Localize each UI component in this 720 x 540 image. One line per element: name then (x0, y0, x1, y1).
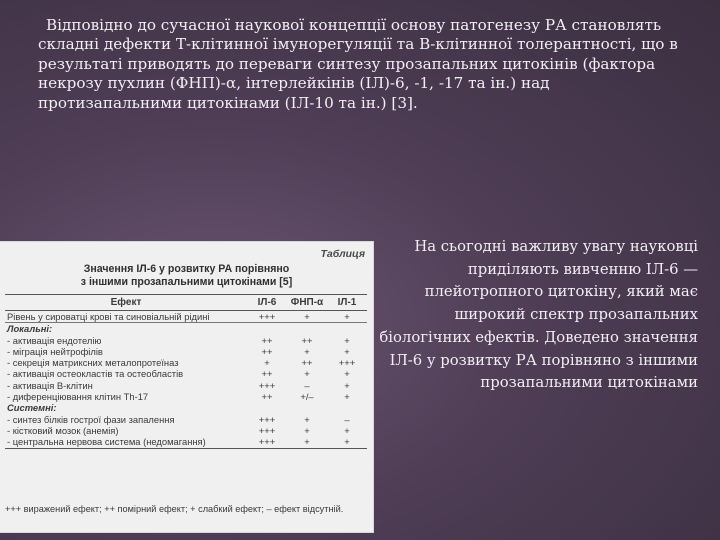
table-row: - синтез білків гострої фази запалення +++ + – (7, 413, 350, 425)
il6-paragraph: На сьогодні важливу увагу науковці приділяють вивченню ІЛ-6 — плейотропного цитокіну, який має широкий спектр прозапальних біологічних ефектів. Доведено значення ІЛ-6 у розвитку РА порівняно з іншими прозапальними цитокінами (379, 238, 698, 392)
table-row: - кістковий мозок (анемія) +++ + + (7, 424, 350, 436)
table-row: - міграція нейтрофілів ++ + + (7, 345, 350, 357)
table-row: - диференціювання клітин Th-17 ++ +/– + (7, 391, 350, 403)
effects-table (5, 294, 367, 449)
header-effect: Ефект (5, 295, 247, 311)
table-row: - активація ендотелію ++ ++ + (7, 334, 350, 346)
section-header-local: Локальні: (7, 323, 53, 335)
header-tnf: ФНП-α (287, 295, 327, 311)
table-row: - секреція матриксних металопротеїназ + ++ +++ (7, 357, 356, 369)
effects-table-figure (0, 242, 373, 532)
table-title-line1: Значення ІЛ-6 у розвитку РА порівняно (83, 263, 290, 275)
table-row: - центральна нервова система (недомагання) +++ + + (5, 436, 367, 448)
table-label: Таблиця (320, 248, 365, 260)
section-header-system: Системні: (7, 402, 57, 414)
header-il6: ІЛ-6 (247, 295, 287, 311)
intro-paragraph: Відповідно до сучасної наукової концепції основу патогенезу РА становлять складні дефекти Т-клітинної імунорегуляції та В-клітинної толерантності, що в результаті приводять до переваги синтезу прозапальних цитокінів (фактора некрозу пухлин (ФНП)-α, інтерлейкінів (ІЛ)-6, -1, -17 та ін.) над протизапальними цитокінами (ІЛ-10 та ін.) [3]. (38, 16, 678, 112)
table-footnote: +++ виражений ефект; ++ помірний ефект; + слабкий ефект; – ефект відсутній. (5, 504, 344, 514)
table-row: - активація остеокластів та остеобластів ++ + + (7, 368, 350, 380)
table-title-line2: з іншими прозапальними цитокінами [5] (80, 276, 293, 288)
table-row: - активація В-клітин +++ – + (7, 379, 350, 391)
header-il1: ІЛ-1 (327, 295, 367, 311)
table-row: Рівень у сироватці крові та синовіальній рідині +++ + + (5, 311, 367, 323)
table-title (0, 263, 373, 289)
